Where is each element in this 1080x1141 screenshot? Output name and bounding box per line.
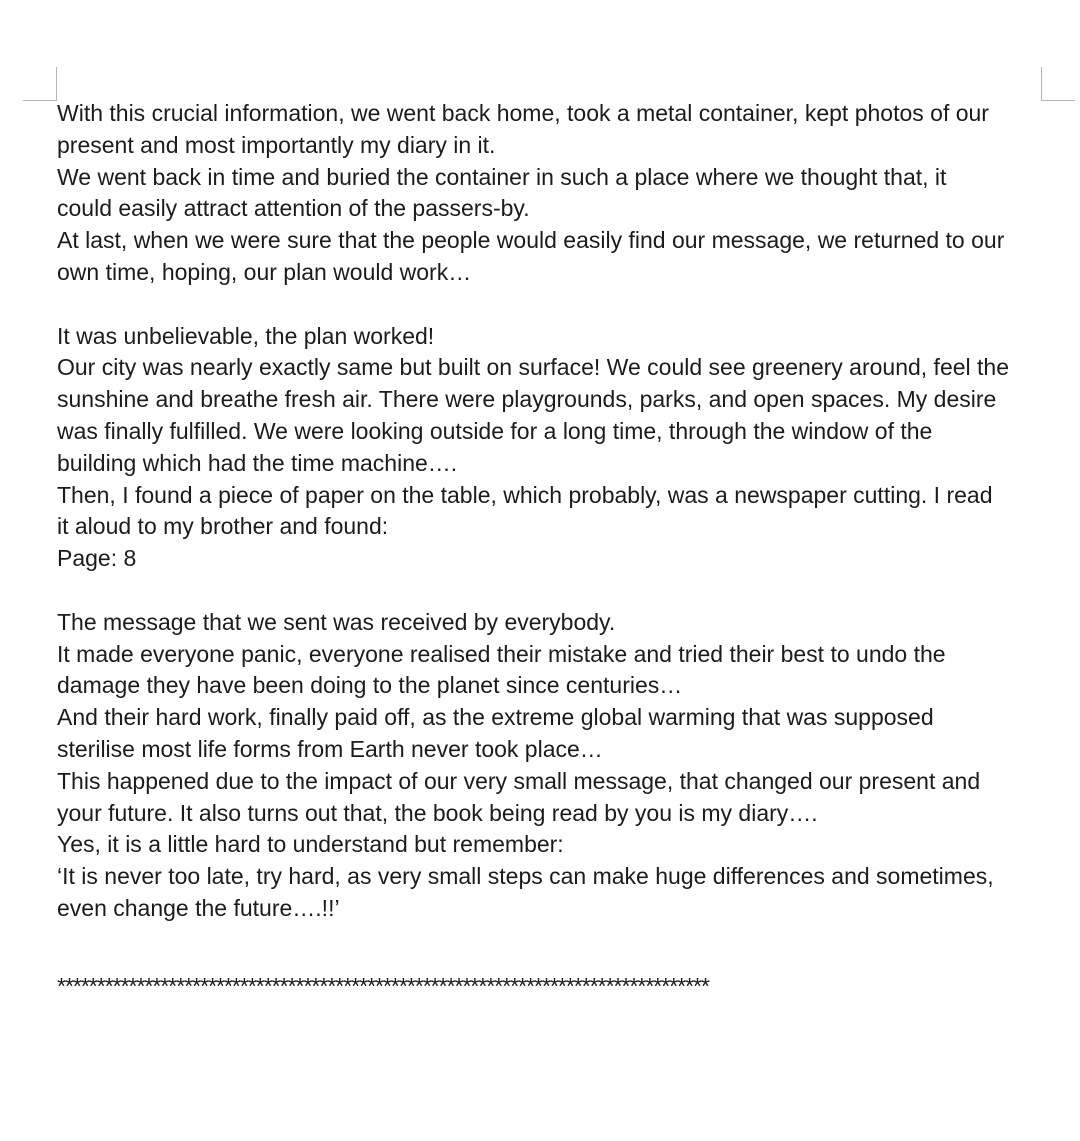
document-body <box>57 98 1057 1002</box>
text-line: sunshine and breathe fresh air. There were playgrounds, parks, and open spaces. My desire <box>57 386 997 413</box>
text-line: damage they have been doing to the planet since centuries… <box>57 672 683 699</box>
text-line: it aloud to my brother and found: <box>57 513 389 540</box>
text-line: With this crucial information, we went back home, took a metal container, kept photos of our <box>57 100 989 126</box>
text-line: was finally fulfilled. We were looking outside for a long time, through the window of the <box>57 417 933 444</box>
text-line: your future. It also turns out that, the book being read by you is my diary…. <box>57 799 818 826</box>
text-line: Then, I found a piece of paper on the table, which probably, was a newspaper cutting. I read <box>57 481 993 508</box>
paragraph-hard-work <box>57 702 1057 766</box>
blank-line <box>57 925 1057 957</box>
paragraph-page-number <box>57 543 1057 575</box>
paragraph-buried-container <box>57 162 1057 226</box>
paragraph-plan-worked <box>57 321 1057 353</box>
paragraph-panic <box>57 639 1057 703</box>
paragraph-city-surface <box>57 352 1057 479</box>
text-line: ‘It is never too late, try hard, as very small steps can make huge differences and sometimes, <box>57 863 994 890</box>
text-line: It made everyone panic, everyone realised their mistake and tried their best to undo the <box>57 640 946 667</box>
top-left-crop-mark <box>23 67 57 101</box>
text-line: could easily attract attention of the passers-by. <box>57 195 530 222</box>
text-line: Our city was nearly exactly same but built on surface! We could see greenery around, feel the <box>57 354 1010 381</box>
text-line: We went back in time and buried the container in such a place where we thought that, it <box>57 163 947 190</box>
text-line: And their hard work, finally paid off, as the extreme global warming that was supposed <box>57 704 934 731</box>
blank-line <box>57 575 1057 607</box>
text-line: present and most importantly my diary in it. <box>57 131 496 158</box>
text-line: At last, when we were sure that the people would easily find our message, we returned to our <box>57 227 1005 254</box>
text-line: It was unbelievable, the plan worked! <box>57 322 435 349</box>
paragraph-message-received <box>57 607 1057 639</box>
text-line: Page: 8 <box>57 545 137 572</box>
text-line: Yes, it is a little hard to understand but remember: <box>57 831 564 858</box>
top-right-crop-mark <box>1041 67 1075 101</box>
paragraph-quote <box>57 861 1057 925</box>
blank-line <box>57 289 1057 321</box>
paragraph-returned <box>57 225 1057 289</box>
asterisk-separator: ********************************************************************************** <box>57 972 709 999</box>
text-line: building which had the time machine…. <box>57 449 458 476</box>
paragraph-newspaper-cutting <box>57 480 1057 544</box>
paragraph-impact <box>57 766 1057 830</box>
text-line: This happened due to the impact of our very small message, that changed our present and <box>57 767 981 794</box>
paragraph-metal-container <box>57 98 1057 162</box>
paragraph-remember <box>57 829 1057 861</box>
text-line: The message that we sent was received by everybody. <box>57 608 616 635</box>
text-line: even change the future….!!’ <box>57 894 340 921</box>
text-line: own time, hoping, our plan would work… <box>57 258 472 285</box>
text-line: sterilise most life forms from Earth never took place… <box>57 735 603 762</box>
